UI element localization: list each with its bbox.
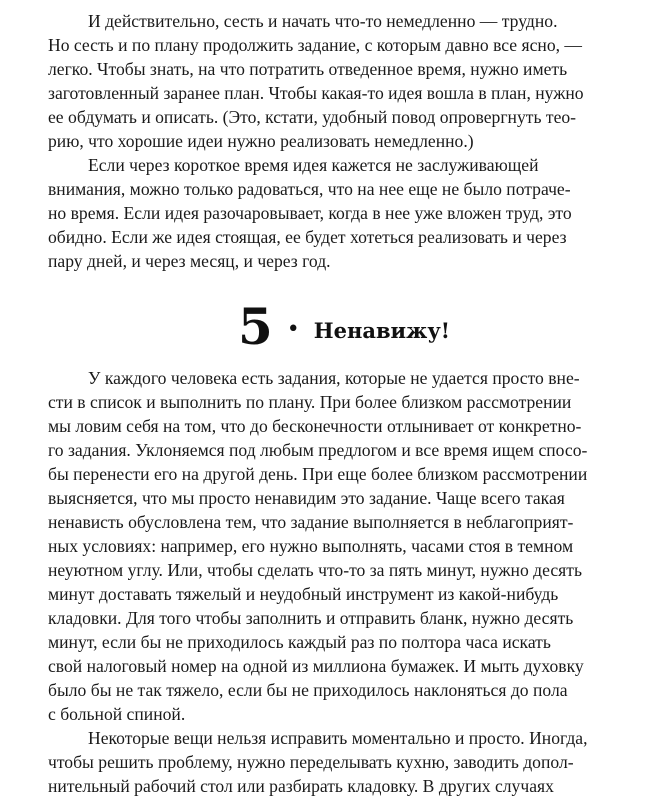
text-line: пару дней, и через месяц, и через год. bbox=[48, 251, 331, 271]
text-line: Если через короткое время идея кажется не заслуживающей bbox=[88, 155, 539, 175]
text-line: с больной спиной. bbox=[48, 704, 186, 724]
text-line: ненависть обусловлена тем, что задание выполняется в неблагоприят- bbox=[48, 512, 574, 532]
text-line: бы перенести его на другой день. При еще более близком рассмотрении bbox=[48, 464, 588, 484]
text-line: У каждого человека есть задания, которые не удается просто вне- bbox=[88, 368, 580, 388]
text-line: внимания, можно только радоваться, что на нее еще не было потраче- bbox=[48, 179, 571, 199]
chapter-number: 5 bbox=[238, 297, 273, 356]
text-line: выясняется, что мы просто ненавидим это задание. Чаще всего такая bbox=[48, 488, 565, 508]
text-line: кладовки. Для того чтобы заполнить и отправить бланк, нужно десять bbox=[48, 608, 574, 628]
text-line: свой налоговый номер на одной из миллиона бумажек. И мыть духовку bbox=[48, 656, 584, 676]
text-line: рию, что хорошие идеи нужно реализовать немедленно.) bbox=[48, 131, 474, 151]
text-line: было бы не так тяжело, если бы не приходилось наклоняться до пола bbox=[48, 680, 568, 700]
text-line: ее обдумать и описать. (Это, кстати, удобный повод опровергнуть тео- bbox=[48, 107, 577, 127]
text-line: ных условиях: например, его нужно выполнять, часами стоя в темном bbox=[48, 536, 574, 556]
bullet-icon: • bbox=[286, 317, 300, 342]
text-line: сти в список и выполнить по плану. При более близком рассмотрении bbox=[48, 392, 572, 412]
text-line: легко. Чтобы знать, на что потратить отведенное время, нужно иметь bbox=[48, 59, 568, 79]
text-line: Некоторые вещи нельзя исправить моментально и просто. Иногда, bbox=[88, 728, 588, 748]
text-line: мы ловим себя на том, что до бесконечности отлынивает от конкретно- bbox=[48, 416, 582, 436]
text-line: чтобы решить проблему, нужно переделывать кухню, заводить допол- bbox=[48, 752, 574, 772]
chapter-title: Ненавижу! bbox=[313, 318, 450, 343]
text-line: обидно. Если же идея стоящая, ее будет хотеться реализовать и через bbox=[48, 227, 567, 247]
text-line: заготовленный заранее план. Чтобы какая-то идея вошла в план, нужно bbox=[48, 83, 584, 103]
chapter-heading bbox=[238, 297, 450, 357]
text-line: минут, если бы не приходилось каждый раз по полтора часа искать bbox=[48, 632, 551, 652]
text-line: И действительно, сесть и начать что-то немедленно — трудно. bbox=[88, 11, 558, 31]
text-line: но время. Если идея разочаровывает, когда в нее уже вложен труд, это bbox=[48, 203, 572, 223]
text-line: неуютном углу. Или, чтобы сделать что-то за пять минут, нужно десять bbox=[48, 560, 582, 580]
text-line: Но сесть и по плану продолжить задание, с которым давно все ясно, — bbox=[48, 35, 583, 55]
text-line: го задания. Уклоняемся под любым предлогом и все время ищем спосо- bbox=[48, 440, 588, 460]
text-line: нительный рабочий стол или разбирать кладовку. В других случаях bbox=[48, 776, 554, 796]
text-line: минут доставать тяжелый и неудобный инструмент из какой-нибудь bbox=[48, 584, 559, 604]
